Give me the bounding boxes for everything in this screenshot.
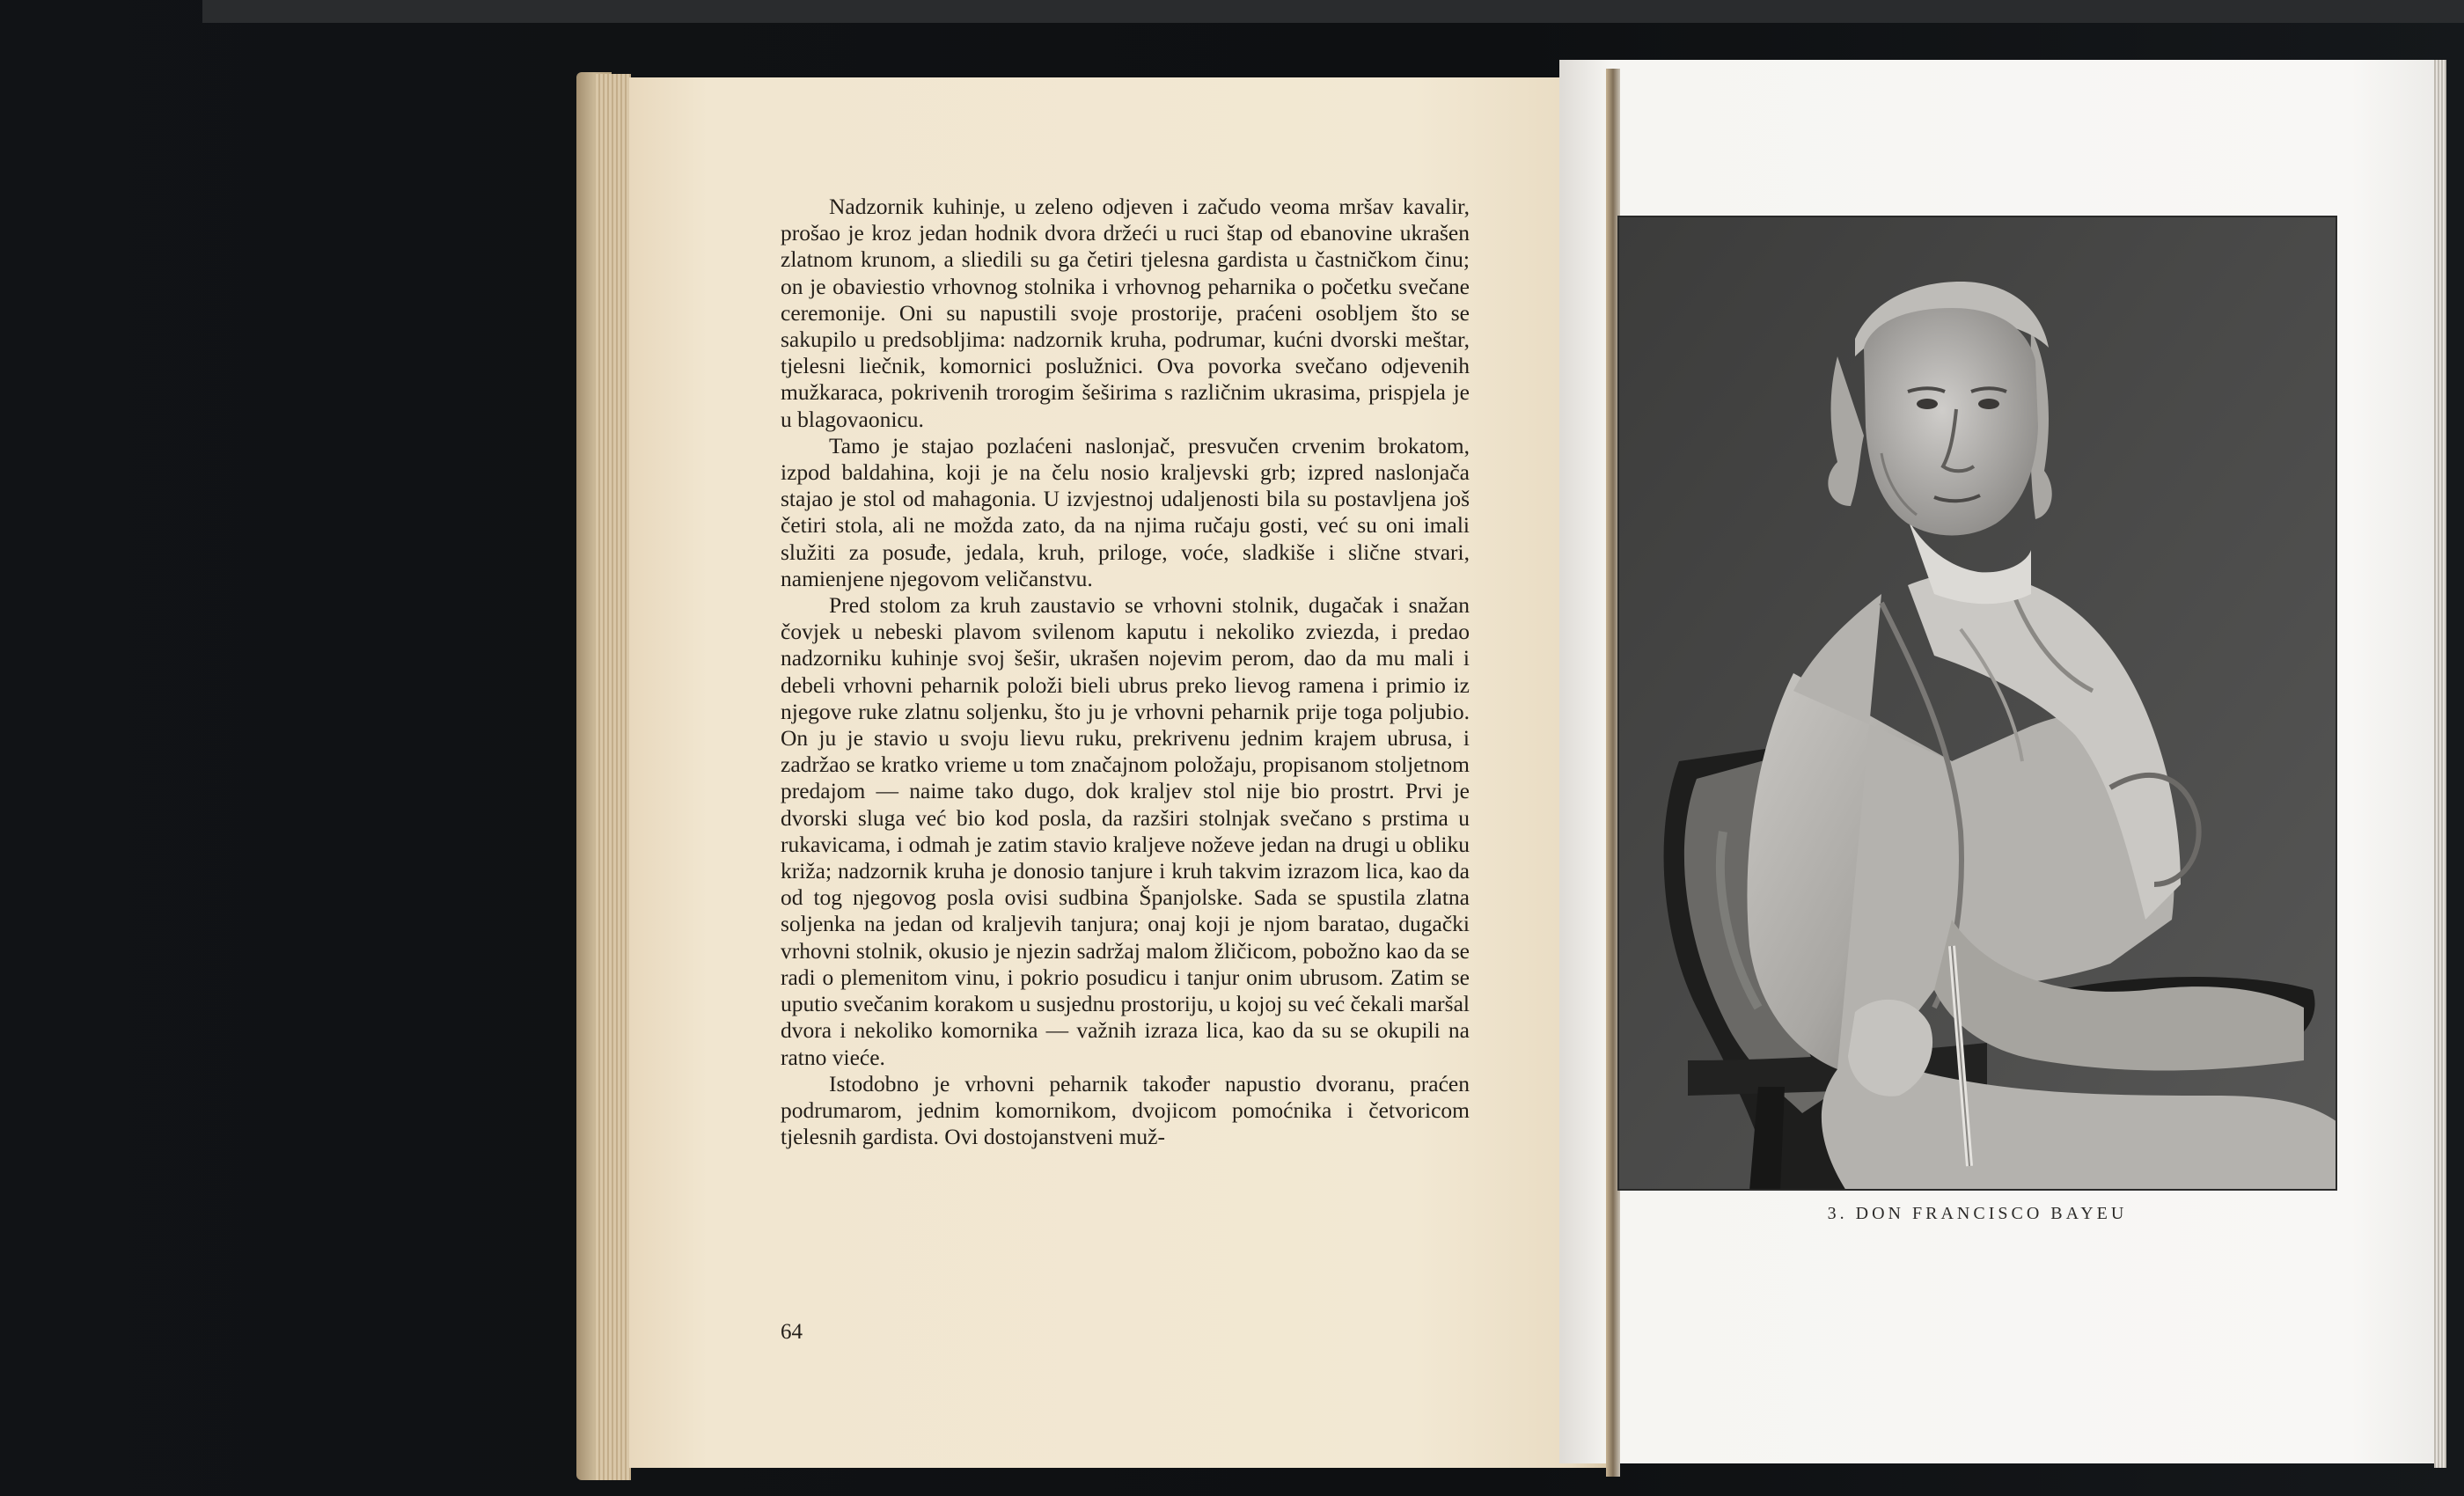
paragraph: Pred stolom za kruh zaustavio se vrhovni stolnik, dugačak i snažan čovjek u nebeski plavom svilenom kaputu i nekoliko zviezda, i predao nadzorniku kuhinje svoj šešir, ukrašen nojevim perom, dao da mu mali i debeli vrhovni peharnik položi bieli ubrus preko lievog ramena i primio iz njegove ruke zlatnu soljenku, što ju je vrhovni peharnik prije toga poljubio. On ju je stavio u svoju lievu ruku, prekrivenu jednim krajem ubrusa, i zadržao se kratko vrieme u tom značajnom položaju, propisanom stoljetnom predajom — naime tako dugo, dok kraljev stol nije bio prostrt. Prvi je dvorski sluga već bio kod posla, da razširi stolnjak svečano s prstima u rukavicama, i odmah je zatim stavio kraljeve noževe jedan na drugi u obliku križa; nadzornik kruha je donosio tanjure i kruh takvim izrazom lica, kao da od tog njegovog posla ovisi sudbina Španjolske. Sada se spustila zlatna soljenka na jedan od kraljevih tanjura; onaj koji je njom baratao, dugački vrhovni stolnik, okusio je njezin sadržaj malom žličicom, pobožno kao da se radi o plemenitom vinu, i pokrio posudicu i tanjur onim ubrusom. Zatim se uputio svečanim korakom u susjednu prostoriju, u kojoj su već čekali maršal dvora i nekoliko komornika — važnih izraza lica, kao da su se okupili na ratno viećе. bbox=[781, 592, 1470, 1070]
portrait-plate bbox=[1617, 216, 2337, 1191]
paragraph: Istodobno je vrhovni peharnik također napustio dvoranu, praćen podrumarom, jednim komornikom, dvojicom pomoćnika i četvoricom tjelesnih gardista. Ovi dostojanstveni muž- bbox=[781, 1070, 1470, 1150]
right-page-edge bbox=[2434, 60, 2446, 1468]
page-number: 64 bbox=[781, 1320, 803, 1344]
scanner-lid-strip bbox=[202, 0, 2464, 23]
plate-caption: 3. DON FRANCISCO BAYEU bbox=[1827, 1204, 2128, 1223]
paragraph: Nadzornik kuhinje, u zeleno odjeven i začudo veoma mršav kavalir, prošao je kroz jedan hodnik dvora držeći u ruci štap od ebanovine ukrašen zlatnom krunom, a sliedili su ga četiri tjelesna gardista u častničkom činu; on je obaviestio vrhovnog stolnika i vrhovnog peharnika o početku svečane ceremonije. Oni su napustili svoje prostorije, praćeni osobljem što se sakupilo u predsobljima: nadzornik kruha, podrumar, kućni dvorski meštar, tjelesni liečnik, komornici poslužnici. Ova povorka svečano odjevenih mužkaraca, pokrivenih trorogim šeširima s različnim ukrasima, prispjela je u blagovaonicu. bbox=[781, 194, 1470, 432]
paragraph: Tamo je stajao pozlaćeni naslonjač, presvučen crvenim brokatom, izpod baldahina, koji je na čelu nosio kraljevski grb; izpred naslonjača stajao je stol od mahagonia. U izvjestnoj udaljenosti bila su postavljena još četiri stola, ali ne možda zato, da na njima ručaju gosti, već su oni imali služiti za posuđe, jedala, kruh, priloge, voće, sladkiše i slične stvari, namienjene njegovom veličanstvu. bbox=[781, 432, 1470, 591]
page-block-edge bbox=[596, 74, 631, 1480]
body-text bbox=[781, 194, 1470, 1150]
